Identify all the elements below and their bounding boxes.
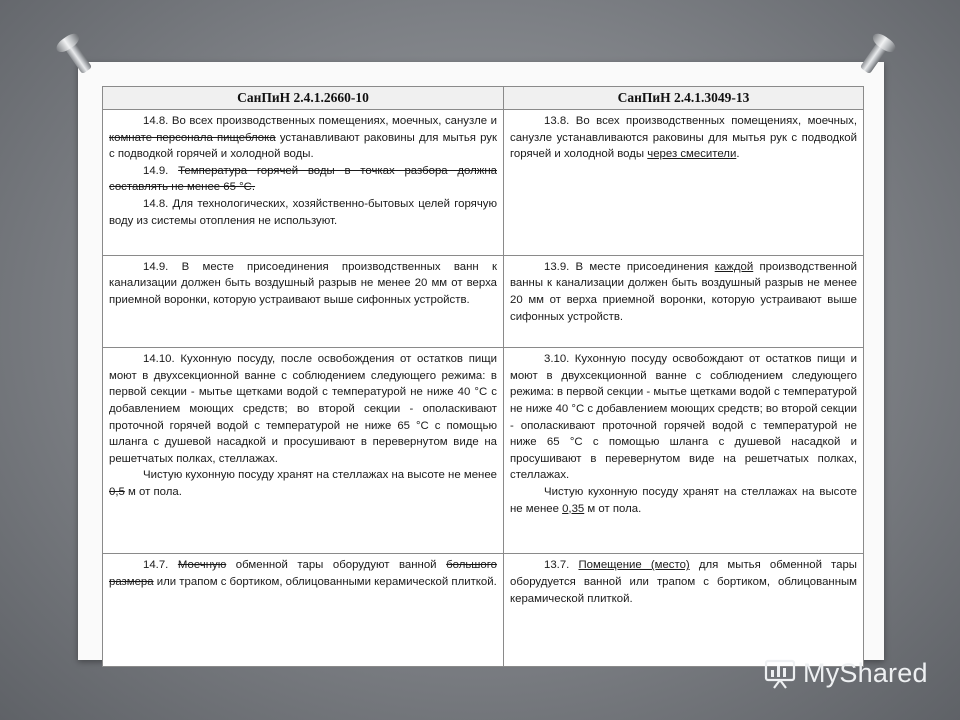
struck-text: 0,5	[109, 486, 125, 499]
table-row	[103, 255, 864, 347]
table-header-row	[103, 87, 864, 110]
table-cell-left	[103, 348, 504, 554]
paragraph: 13.9. В месте присоединения каждой производственной ванны к канализации должен быть воздушный разрыв не менее 20 мм от верха приемной воронки, которую устраивают выше сифонных устройств.	[510, 260, 857, 323]
myshared-logo	[763, 650, 943, 696]
comparison-table	[102, 86, 864, 667]
paragraph: 14.7. Моечную обменной тары оборудуют ванной большого размера или трапом с бортиком, облицованными керамической плиткой.	[109, 559, 498, 588]
table-row	[103, 110, 864, 256]
table-row	[103, 348, 864, 554]
struck-text: большого размера	[109, 559, 498, 588]
logo-text: MyShared	[803, 657, 928, 688]
table-cell-right	[504, 255, 864, 347]
paragraph: 14.9. Температура горячей воды в точках разбора должна составлять не менее 65 °С.	[109, 164, 497, 194]
struck-text: Температура горячей воды в точках разбора должна составлять не менее 65 °С.	[109, 164, 497, 194]
column-header-left: СанПиН 2.4.1.2660-10	[103, 87, 504, 110]
table-cell-left	[103, 255, 504, 347]
paragraph: 3.10. Кухонную посуду освобождают от остатков пищи и моют в двухсекционной ванне с соблюдением следующего режима: в первой секции - мытье щетками водой с температурой не ниже 40 °С с добавлением моющих средств; во второй секции - ополаскивают проточной горячей водой с температурой не ниже 65 °С с помощью шланга с душевой насадкой и просушивают в перевернутом виде на решетчатых полках, стеллажах.	[510, 353, 858, 482]
table-cell-right	[504, 110, 864, 256]
table-cell-left	[103, 554, 504, 667]
underlined-text: каждой	[714, 260, 754, 273]
paragraph: 14.9. В месте присоединения производственных ванн к канализации должен быть воздушный разрыв не менее 20 мм от верха приемной воронки, которую устраивают выше сифонных устройств.	[109, 260, 497, 306]
table-cell-right	[504, 348, 864, 554]
struck-text: комнате персонала пищеблока	[109, 131, 276, 144]
paragraph: Чистую кухонную посуду хранят на стеллажах на высоте не менее 0,35 м от пола.	[510, 486, 857, 515]
struck-text: Моечную	[177, 559, 227, 572]
column-header-right: СанПиН 2.4.1.3049-13	[504, 87, 864, 110]
presentation-board-icon	[763, 656, 797, 690]
table-cell-left	[103, 110, 504, 256]
underlined-text: Помещение (место)	[578, 559, 690, 572]
paragraph: 13.8. Во всех производственных помещениях, моечных, санузле устанавливаются раковины для мытья рук с подводкой горячей и холодной воды через смесители.	[510, 115, 857, 161]
paragraph: 14.8. Для технологических, хозяйственно-бытовых целей горячую воду из системы отопления не используют.	[109, 197, 497, 227]
underlined-text: через смесители	[647, 148, 737, 161]
paragraph: 14.8. Во всех производственных помещениях, моечных, санузле и комнате персонала пищеблока устанавливают раковины для мытья рук с подводкой горячей и холодной воды.	[109, 115, 497, 161]
underlined-text: 0,35	[562, 502, 585, 515]
paragraph: Чистую кухонную посуду хранят на стеллажах на высоте не менее 0,5 м от пола.	[109, 469, 497, 499]
paragraph: 13.7. Помещение (место) для мытья обменной тары оборудуется ванной или трапом с бортиком, облицованным керамической плиткой.	[510, 559, 857, 605]
paragraph: 14.10. Кухонную посуду, после освобождения от остатков пищи моют в двухсекционной ванне с соблюдением следующего режима: в первой секции - мытье щетками водой с температурой не ниже 40 °С с добавлением моющих средств; во второй секции - ополаскивают проточной горячей водой с температурой не ниже 65 °С с помощью шланга с душевой насадкой и просушивают в перевернутом виде на решетчатых полках, стеллажах.	[109, 353, 497, 465]
table-row	[103, 554, 864, 667]
